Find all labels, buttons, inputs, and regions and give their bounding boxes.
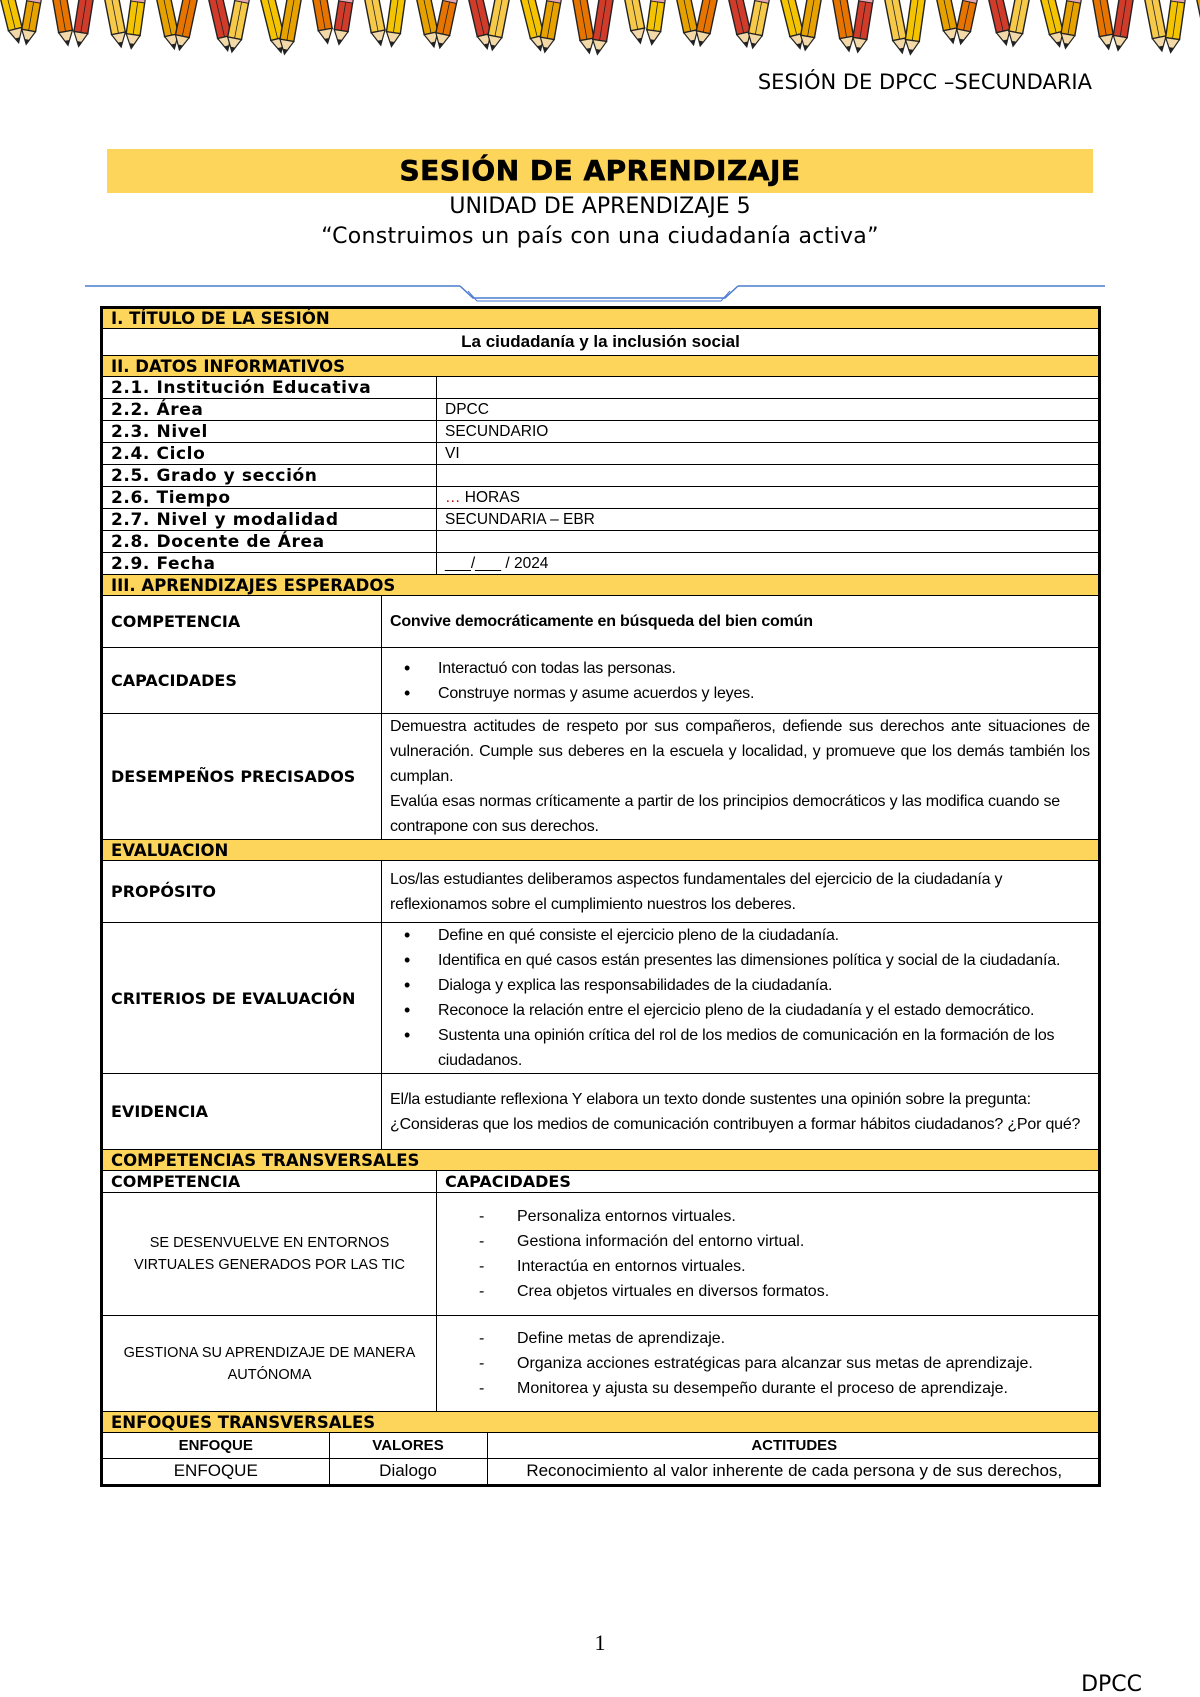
datos-row — [102, 443, 1100, 465]
enfoque-name: ENFOQUE — [103, 1458, 329, 1484]
page-title: SESIÓN DE APRENDIZAJE — [399, 154, 801, 187]
datos-label: 2.6. Tiempo — [102, 487, 437, 509]
transversales-header-row — [102, 1171, 1100, 1193]
pencil-icon — [364, 0, 387, 46]
proposito-value: Los/las estudiantes deliberamos aspectos fundamentales del ejercicio de la ciudadanía y reflexionamos sobre el cumplimiento nuestros los deberes. — [382, 861, 1100, 923]
pencil-icon — [104, 0, 128, 48]
section-aprendizajes — [102, 575, 1100, 596]
section-label: EVALUACION — [102, 840, 1100, 861]
list-item: - Monitorea y ajusta su desempeño durante el proceso de aprendizaje. — [517, 1376, 1090, 1401]
datos-label: 2.4. Ciclo — [102, 443, 437, 465]
datos-label: 2.8. Docente de Área — [102, 531, 437, 553]
datos-value: DPCC — [437, 399, 1100, 421]
pencil-icon — [954, 0, 978, 45]
list-item: • Interactuó con todas las personas. — [438, 656, 1090, 681]
enfoques-row — [103, 1458, 1101, 1484]
datos-label: 2.9. Fecha — [102, 553, 437, 575]
pencil-icon — [572, 0, 596, 54]
pencil-icon — [1059, 0, 1082, 49]
datos-row — [102, 487, 1100, 509]
transversales-row — [102, 1193, 1100, 1316]
pencil-icon — [988, 0, 1013, 46]
datos-value: ___/___ / 2024 — [437, 553, 1100, 575]
transversales-row — [102, 1316, 1100, 1412]
pencil-icon — [0, 0, 25, 44]
list-item: • Define en qué consiste el ejercicio pleno de la ciudadanía. — [438, 923, 1090, 948]
transversal-competencia: GESTIONA SU APRENDIZAJE DE MANERA AUTÓNOMA — [102, 1316, 437, 1412]
pencil-icon — [385, 0, 406, 48]
competencia-row — [102, 596, 1100, 648]
column-header: CAPACIDADES — [437, 1171, 1100, 1193]
section-label: III. APRENDIZAJES ESPERADOS — [102, 575, 1100, 596]
pencil-icon — [903, 0, 925, 55]
criterios-list-cell — [382, 923, 1100, 1074]
proposito-row — [102, 861, 1100, 923]
pencil-icon — [1006, 0, 1029, 47]
transversal-capacidades-cell — [437, 1316, 1100, 1412]
column-header: ENFOQUE — [103, 1433, 329, 1458]
list-item: • Identifica en qué casos están presentes las dimensiones política y social de la ciudadanía. — [438, 948, 1090, 973]
section-label: I. TÍTULO DE LA SESIÓN — [102, 308, 1100, 329]
datos-row — [102, 399, 1100, 421]
pencil-icon — [746, 0, 770, 49]
datos-row — [102, 509, 1100, 531]
capacidades-list — [390, 656, 1090, 706]
datos-label: 2.7. Nivel y modalidad — [102, 509, 437, 531]
section-label: ENFOQUES TRANSVERSALES — [102, 1412, 1100, 1433]
column-header: ACTITUDES — [487, 1433, 1101, 1458]
pencil-icon — [1164, 0, 1186, 53]
transversal-capacidades-list — [445, 1326, 1090, 1401]
datos-value: SECUNDARIO — [437, 421, 1100, 443]
pencil-icon — [1196, 0, 1200, 54]
pencil-icon — [1111, 0, 1133, 51]
page-number: 1 — [594, 1630, 606, 1655]
section-label: COMPETENCIAS TRANSVERSALES — [102, 1150, 1100, 1171]
list-item: - Personaliza entornos virtuales. — [517, 1204, 1090, 1229]
list-item: • Dialoga y explica las responsabilidades de la ciudadanía. — [438, 973, 1090, 998]
pencil-icon — [693, 0, 717, 47]
pencil-icon — [645, 0, 666, 46]
capacidades-list-cell — [382, 648, 1100, 714]
datos-row — [102, 465, 1100, 487]
datos-row — [102, 553, 1100, 575]
transversal-competencia: SE DESENVUELVE EN ENTORNOS VIRTUALES GENERADOS POR LAS TIC — [102, 1193, 437, 1316]
desempenos-row — [102, 714, 1100, 840]
capacidades-label: CAPACIDADES — [102, 648, 382, 714]
pencil-icon — [884, 0, 909, 54]
section-titulo — [102, 308, 1100, 329]
list-item: • Sustenta una opinión crítica del rol de los medios de comunicación en la formación de los ciudadanos. — [438, 1023, 1090, 1073]
enfoques-table — [103, 1433, 1101, 1484]
datos-value: SECUNDARIA – EBR — [437, 509, 1100, 531]
section-datos — [102, 356, 1100, 377]
session-table — [100, 306, 1101, 1487]
section-label: II. DATOS INFORMATIVOS — [102, 356, 1100, 377]
datos-value — [437, 531, 1100, 553]
column-header: VALORES — [329, 1433, 487, 1458]
proposito-label: PROPÓSITO — [102, 861, 382, 923]
pencil-icon — [936, 0, 960, 44]
capacidades-row — [102, 648, 1100, 714]
title-band — [107, 149, 1093, 193]
datos-row — [102, 421, 1100, 443]
datos-value: VI — [437, 443, 1100, 465]
desempenos-paragraph: Demuestra actitudes de respeto por sus compañeros, defiende sus derechos ante situaciones de vulneración. Cumple sus deberes en la escuela y localidad, y promueve que los demás también los cumplan. — [390, 718, 1090, 785]
list-item: - Gestiona información del entorno virtual. — [517, 1229, 1090, 1254]
pencil-icon — [1092, 0, 1115, 50]
footer-text: DPCC — [1081, 1672, 1142, 1697]
unit-subtitle: “Construimos un país con una ciudadanía activa” — [321, 224, 879, 249]
desempenos-label: DESEMPEÑOS PRECISADOS — [102, 714, 382, 840]
column-header: COMPETENCIA — [102, 1171, 437, 1193]
tiempo-unit: HORAS — [460, 488, 520, 506]
criterios-row — [102, 923, 1100, 1074]
pencil-icon — [624, 0, 647, 45]
pencil-icon — [72, 0, 94, 48]
datos-label: 2.2. Área — [102, 399, 437, 421]
list-item: - Organiza acciones estratégicas para alcanzar sus metas de aprendizaje. — [517, 1351, 1090, 1376]
pencil-icon — [52, 0, 74, 47]
evidencia-label: EVIDENCIA — [102, 1074, 382, 1150]
transversal-capacidades-cell — [437, 1193, 1100, 1316]
enfoque-attitude: Reconocimiento al valor inherente de cada persona y de sus derechos, — [487, 1458, 1101, 1484]
pencil-icon — [332, 0, 353, 46]
datos-label: 2.3. Nivel — [102, 421, 437, 443]
competencia-value: Convive democráticamente en búsqueda del bien común — [382, 596, 1100, 648]
list-item: - Define metas de aprendizaje. — [517, 1326, 1090, 1351]
evidencia-row — [102, 1074, 1100, 1150]
list-item: • Reconoce la relación entre el ejercicio pleno de la ciudadanía y el estado democrático. — [438, 998, 1090, 1023]
pencil-icon — [851, 0, 874, 53]
criterios-label: CRITERIOS DE EVALUACIÓN — [102, 923, 382, 1074]
list-item: - Interactúa en entornos virtuales. — [517, 1254, 1090, 1279]
list-item: - Crea objetos virtuales en diversos formatos. — [517, 1279, 1090, 1304]
datos-row — [102, 531, 1100, 553]
desempenos-paragraph: Evalúa esas normas críticamente a partir de los principios democráticos y las modifica cuando se contrapone con sus derechos. — [390, 793, 1061, 835]
pencil-icon — [124, 0, 145, 49]
datos-label: 2.5. Grado y sección — [102, 465, 437, 487]
desempenos-cell — [382, 714, 1100, 840]
transversal-capacidades-list — [445, 1204, 1090, 1304]
section-transversales — [102, 1150, 1100, 1171]
datos-row — [102, 377, 1100, 399]
pencil-icon — [19, 0, 41, 46]
list-item: • Construye normas y asume acuerdos y leyes. — [438, 681, 1090, 706]
pencil-icon — [590, 0, 613, 55]
pencil-border-decoration — [0, 0, 1200, 62]
pencil-icon — [676, 0, 700, 46]
enfoques-header-row — [103, 1433, 1101, 1458]
datos-value — [437, 465, 1100, 487]
enfoque-value: Dialogo — [329, 1458, 487, 1484]
pencil-icon — [312, 0, 334, 45]
datos-value — [437, 377, 1100, 399]
session-title-value: La ciudadanía y la inclusión social — [102, 329, 1100, 356]
pencil-icon — [832, 0, 856, 52]
competencia-label: COMPETENCIA — [102, 596, 382, 648]
evidencia-value: El/la estudiante reflexiona Y elabora un texto donde sustentes una opinión sobre la pregunta: ¿Consideras que los medios de comunicación contribuyen a formar hábitos ciudadanos? ¿Por qué? — [382, 1074, 1100, 1150]
datos-label: 2.1. Institución Educativa — [102, 377, 437, 399]
section-evaluacion — [102, 840, 1100, 861]
tiempo-placeholder: … — [445, 488, 461, 506]
header-text: SESIÓN DE DPCC –SECUNDARIA — [757, 70, 1092, 94]
unit-heading: UNIDAD DE APRENDIZAJE 5 — [449, 194, 751, 219]
decorative-divider — [85, 282, 1105, 306]
pencil-icon — [1144, 0, 1168, 52]
datos-value — [437, 487, 1100, 509]
criterios-list — [390, 923, 1090, 1073]
section-enfoques — [102, 1412, 1100, 1433]
